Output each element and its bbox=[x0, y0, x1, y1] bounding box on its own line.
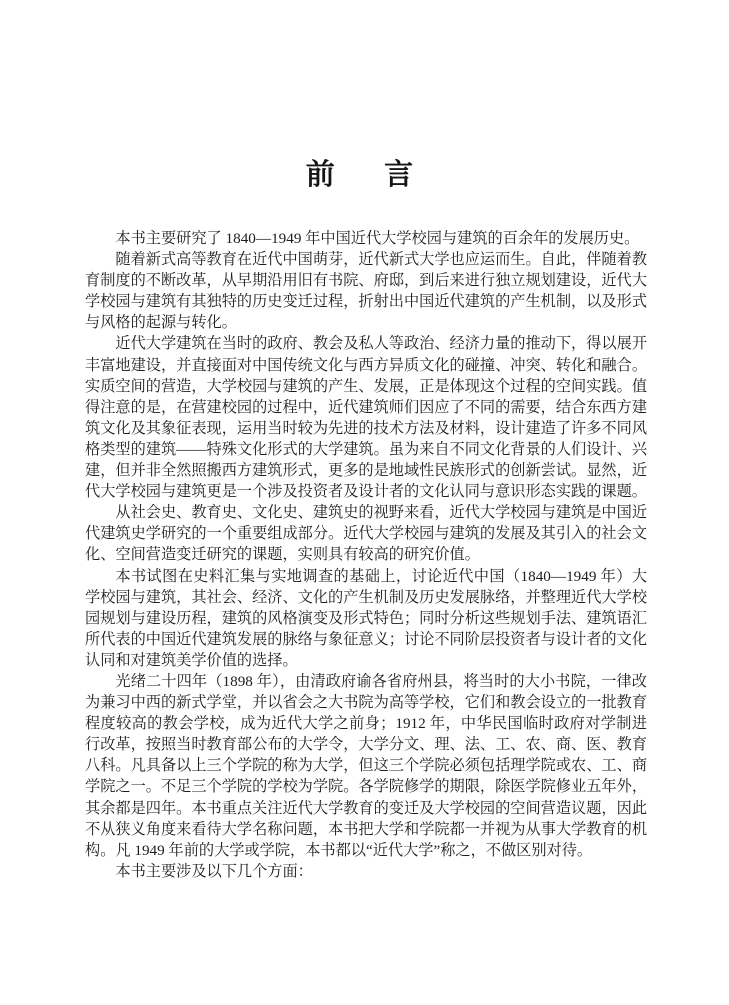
preface-paragraph-1: 本书主要研究了 1840—1949 年中国近代大学校园与建筑的百余年的发展历史。 bbox=[115, 230, 640, 247]
preface-paragraph-6: 光绪二十四年（1898 年），由清政府谕各省府州县，将当时的大小书院，一律改为兼习中西的新式学堂，并以省会之大书院为高等学校，它们和教会设立的一批教育程度较高的教会学校，成为近代大学之前身；1912 年，中华民国临时政府对学制进行改革，按照当时教育部公布的大学令，大学分文、理、法、工、农、商、医、教育八科。凡具备以上三个学院的称为大学，但这三个学院必须包括理学院或农、工、商学院之一。不足三个学院的学校为学院。各学院修学的期限，除医学院修业五年外，其余都是四年。本书重点关注近代大学教育的变迁及大学校园的空间营造议题，因此不从狭义角度来看待大学名称问题，本书把大学和学院都一并视为从事大学教育的机构。凡 1949 年前的大学或学院，本书都以“近代大学”称之，不做区别对待。 bbox=[85, 672, 647, 859]
preface-body bbox=[85, 228, 647, 882]
preface-paragraph-7: 本书主要涉及以下几个方面： bbox=[115, 862, 313, 880]
preface-paragraph-3: 近代大学建筑在当时的政府、教会及私人等政治、经济力量的推动下，得以展开丰富地建设，并直接面对中国传统文化与西方异质文化的碰撞、冲突、转化和融合。实质空间的营造，大学校园与建筑的产生、发展，正是体现这个过程的空间实践。值得注意的是，在营建校园的过程中，近代建筑师们因应了不同的需要，结合东西方建筑文化及其象征表现，运用当时较为先进的技术方法及材料，设计建造了许多不同风格类型的建筑——特殊文化形式的大学建筑。虽为来自不同文化背景的人们设计、兴建，但并非全然照搬西方建筑形式，更多的是地域性民族形式的创新尝试。显然，近代大学校园与建筑更是一个涉及投资者及设计者的文化认同与意识形态实践的课题。 bbox=[85, 335, 647, 501]
preface-paragraph-2: 随着新式高等教育在近代中国萌芽，近代新式大学也应运而生。自此，伴随着教育制度的不断改革，从早期沿用旧有书院、府邸，到后来进行独立规划建设，近代大学校园与建筑有其独特的历史变迁过程，折射出中国近代建筑的产生机制，以及形式与风格的起源与转化。 bbox=[85, 251, 647, 332]
preface-paragraph-4: 从社会史、教育史、文化史、建筑史的视野来看，近代大学校园与建筑是中国近代建筑史学研究的一个重要组成部分。近代大学校园与建筑的发展及其引入的社会文化、空间营造变迁研究的课题，实则具有较高的研究价值。 bbox=[85, 504, 647, 564]
preface-title: 前 言 bbox=[305, 159, 424, 191]
preface-paragraph-5: 本书试图在史料汇集与实地调查的基础上，讨论近代中国（1840—1949 年）大学校园与建筑，其社会、经济、文化的产生机制及历史发展脉络，并整理近代大学校园规划与建设历程，建筑的风格演变及形式特色；同时分析这些规划手法、建筑语汇所代表的中国近代建筑发展的脉络与象征意义；讨论不同阶层投资者与设计者的文化认同和对建筑美学价值的选择。 bbox=[85, 567, 647, 669]
